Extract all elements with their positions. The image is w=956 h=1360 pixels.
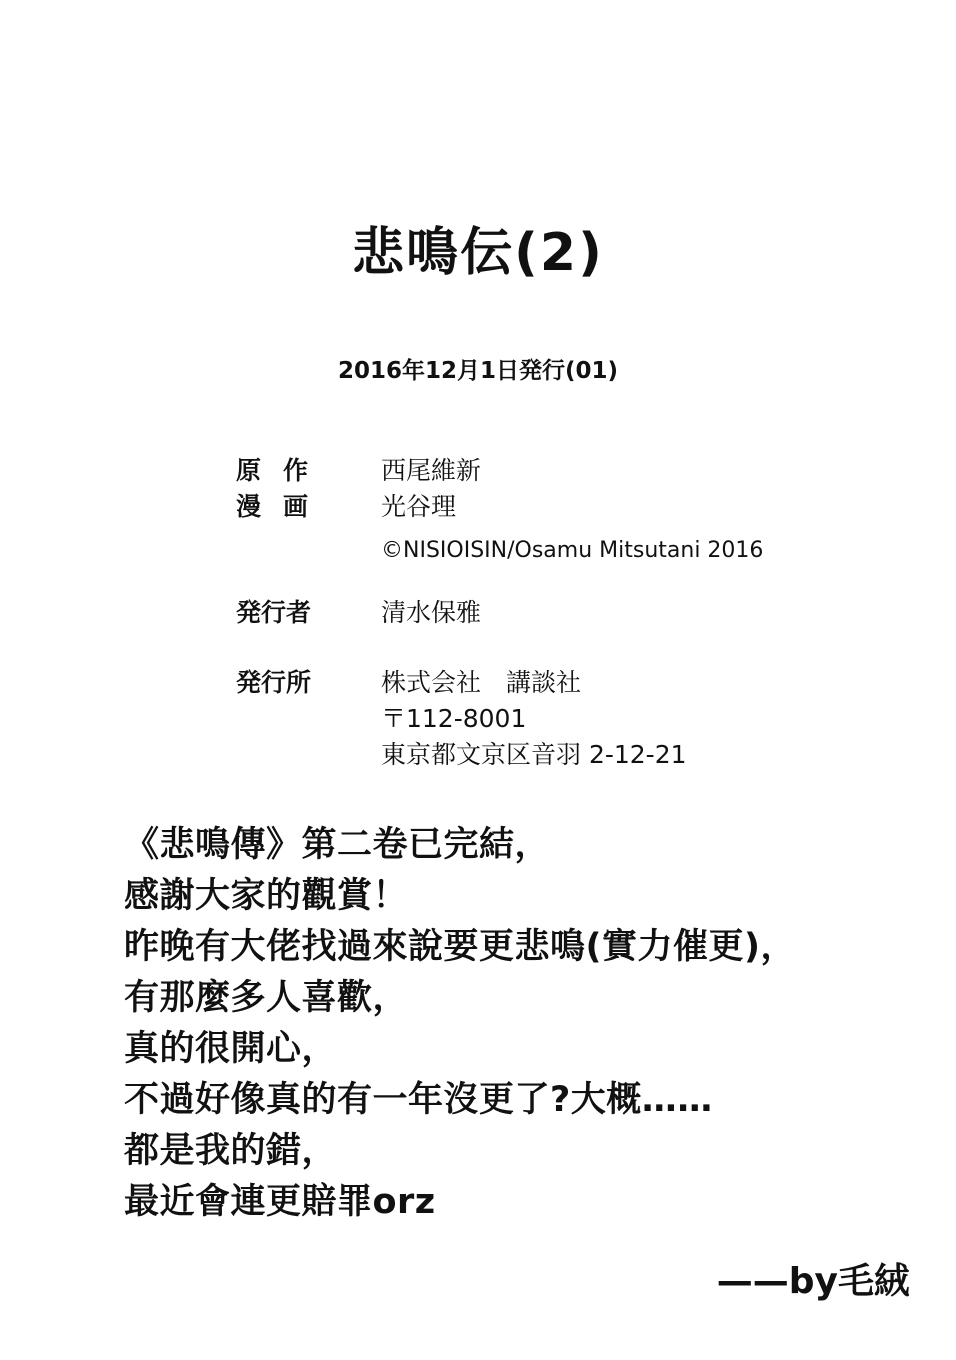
postal-code: 〒112-8001 — [381, 704, 527, 733]
note-line: 昨晚有大佬找過來說要更悲鳴(實力催更)， — [124, 927, 796, 967]
publisher-company: 株式会社 講談社 — [381, 668, 582, 697]
publisher-person: 清水保雅 — [381, 598, 482, 627]
book-title: 悲鳴伝(2) — [352, 223, 604, 283]
manga-label: 漫画 — [236, 492, 331, 521]
translator-signature: ——by毛絨 — [716, 1261, 910, 1302]
note-line: 不過好像真的有一年沒更了?大概…… — [124, 1080, 713, 1120]
copyright-notice: ©NISIOISIN/Osamu Mitsutani 2016 — [381, 538, 764, 563]
publication-date: 2016年12月1日発行(01) — [337, 358, 619, 384]
note-line: 《悲鳴傳》第二卷已完結， — [124, 825, 551, 865]
original-author: 西尾維新 — [381, 456, 482, 485]
note-line: 最近會連更賠罪orz — [124, 1182, 436, 1222]
publisher-address: 東京都文京区音羽 2-12-21 — [381, 740, 687, 769]
original-label: 原作 — [236, 456, 331, 485]
note-line: 感謝大家的觀賞！ — [124, 876, 409, 916]
translator-note — [124, 820, 924, 1228]
note-line: 真的很開心， — [124, 1029, 338, 1069]
publisher-company-label: 発行所 — [236, 668, 312, 697]
manga-artist: 光谷理 — [381, 492, 457, 521]
publisher-person-label: 発行者 — [236, 598, 312, 627]
note-line: 有那麼多人喜歡， — [124, 978, 409, 1018]
note-line: 都是我的錯， — [124, 1131, 338, 1171]
